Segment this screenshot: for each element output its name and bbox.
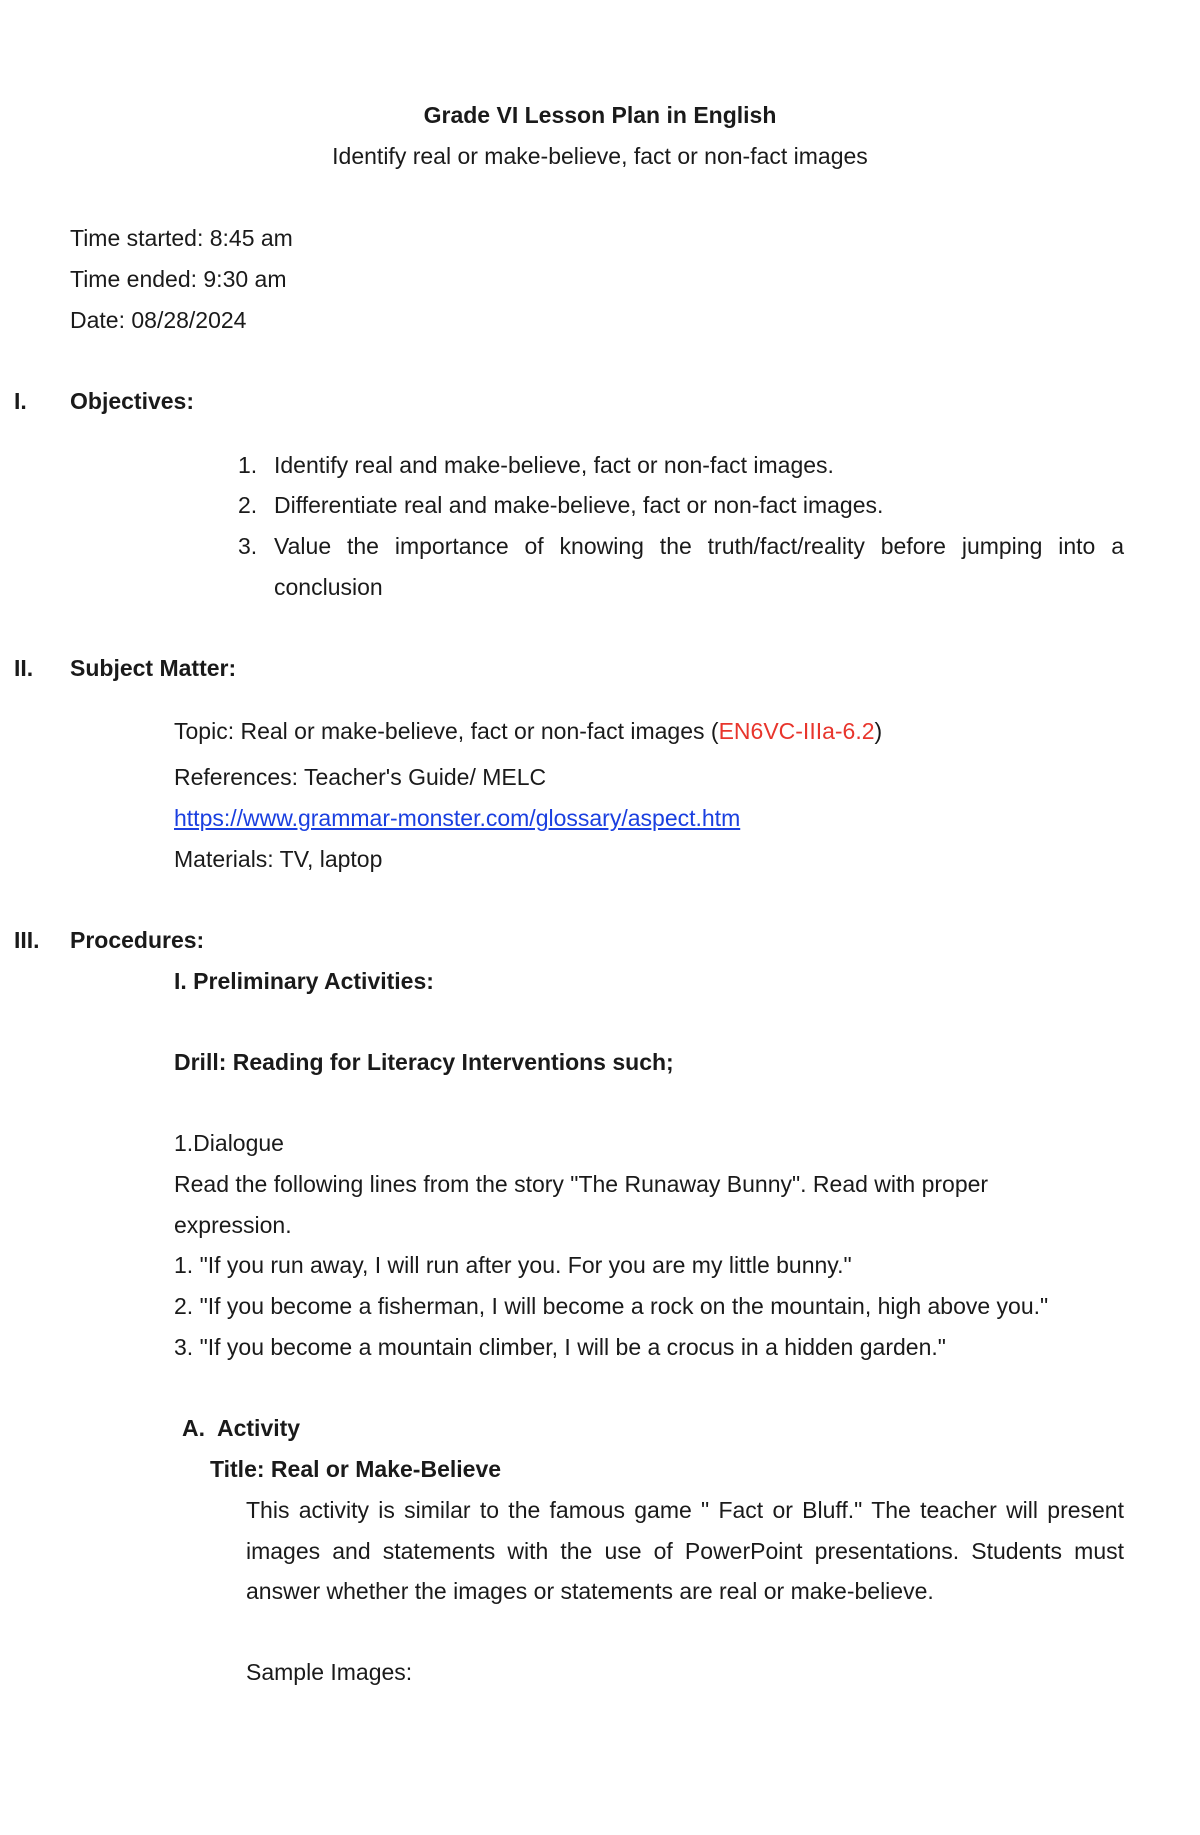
section-numeral-objectives: I.	[14, 388, 27, 414]
objective-number: 1.	[238, 452, 258, 478]
section-numeral-subject-matter: II.	[14, 655, 34, 681]
dialogue-line: 2. "If you become a fisherman, I will become a rock on the mountain, high above you."	[174, 1293, 1049, 1319]
objective-item-continued: conclusion	[274, 574, 383, 600]
objective-item: Differentiate real and make-believe, fact or non-fact images.	[274, 492, 884, 518]
section-heading-objectives: Objectives:	[70, 388, 194, 414]
activity-letter: A.	[182, 1415, 205, 1441]
preliminary-activities-heading: I. Preliminary Activities:	[174, 968, 434, 994]
objective-item: Identify real and make-believe, fact or non-fact images.	[274, 452, 834, 478]
drill-heading: Drill: Reading for Literacy Interventions such;	[174, 1049, 674, 1075]
time-started: Time started: 8:45 am	[70, 225, 293, 251]
document-title: Grade VI Lesson Plan in English	[423, 102, 777, 128]
time-ended: Time ended: 9:30 am	[70, 266, 287, 292]
topic-suffix: )	[874, 718, 883, 744]
dialogue-intro-continued: expression.	[174, 1212, 292, 1238]
objective-number: 3.	[238, 533, 258, 559]
date: Date: 08/28/2024	[70, 307, 247, 333]
dialogue-title: 1.Dialogue	[174, 1130, 284, 1156]
activity-description-continued: images and statements with the use of PowerPoint presentations. Students must	[246, 1538, 1124, 1564]
activity-description: This activity is similar to the famous game " Fact or Bluff." The teacher will present	[246, 1497, 1124, 1523]
activity-description-end: answer whether the images or statements are real or make-believe.	[246, 1578, 934, 1604]
objective-number: 2.	[238, 492, 258, 518]
materials: Materials: TV, laptop	[174, 846, 383, 872]
section-heading-subject-matter: Subject Matter:	[70, 655, 237, 681]
dialogue-line: 1. "If you run away, I will run after you. For you are my little bunny."	[174, 1252, 852, 1278]
references: References: Teacher's Guide/ MELC	[174, 764, 547, 790]
reference-link[interactable]: https://www.grammar-monster.com/glossary/aspect.htm	[174, 805, 741, 831]
topic-code: EN6VC-IIIa-6.2	[718, 718, 875, 744]
section-numeral-procedures: III.	[14, 927, 40, 953]
dialogue-intro: Read the following lines from the story "The Runaway Bunny". Read with proper	[174, 1171, 989, 1197]
sample-images-label: Sample Images:	[246, 1659, 413, 1685]
document-subtitle: Identify real or make-believe, fact or non-fact images	[332, 143, 868, 169]
topic-line	[174, 720, 882, 743]
activity-heading: Activity	[217, 1415, 301, 1441]
objective-item: Value the importance of knowing the truth/fact/reality before jumping into a	[274, 533, 1124, 559]
topic-text: Topic: Real or make-believe, fact or non-fact images (	[174, 718, 719, 744]
activity-title: Title: Real or Make-Believe	[210, 1456, 502, 1482]
section-heading-procedures: Procedures:	[70, 927, 205, 953]
dialogue-line: 3. "If you become a mountain climber, I will be a crocus in a hidden garden."	[174, 1334, 946, 1360]
